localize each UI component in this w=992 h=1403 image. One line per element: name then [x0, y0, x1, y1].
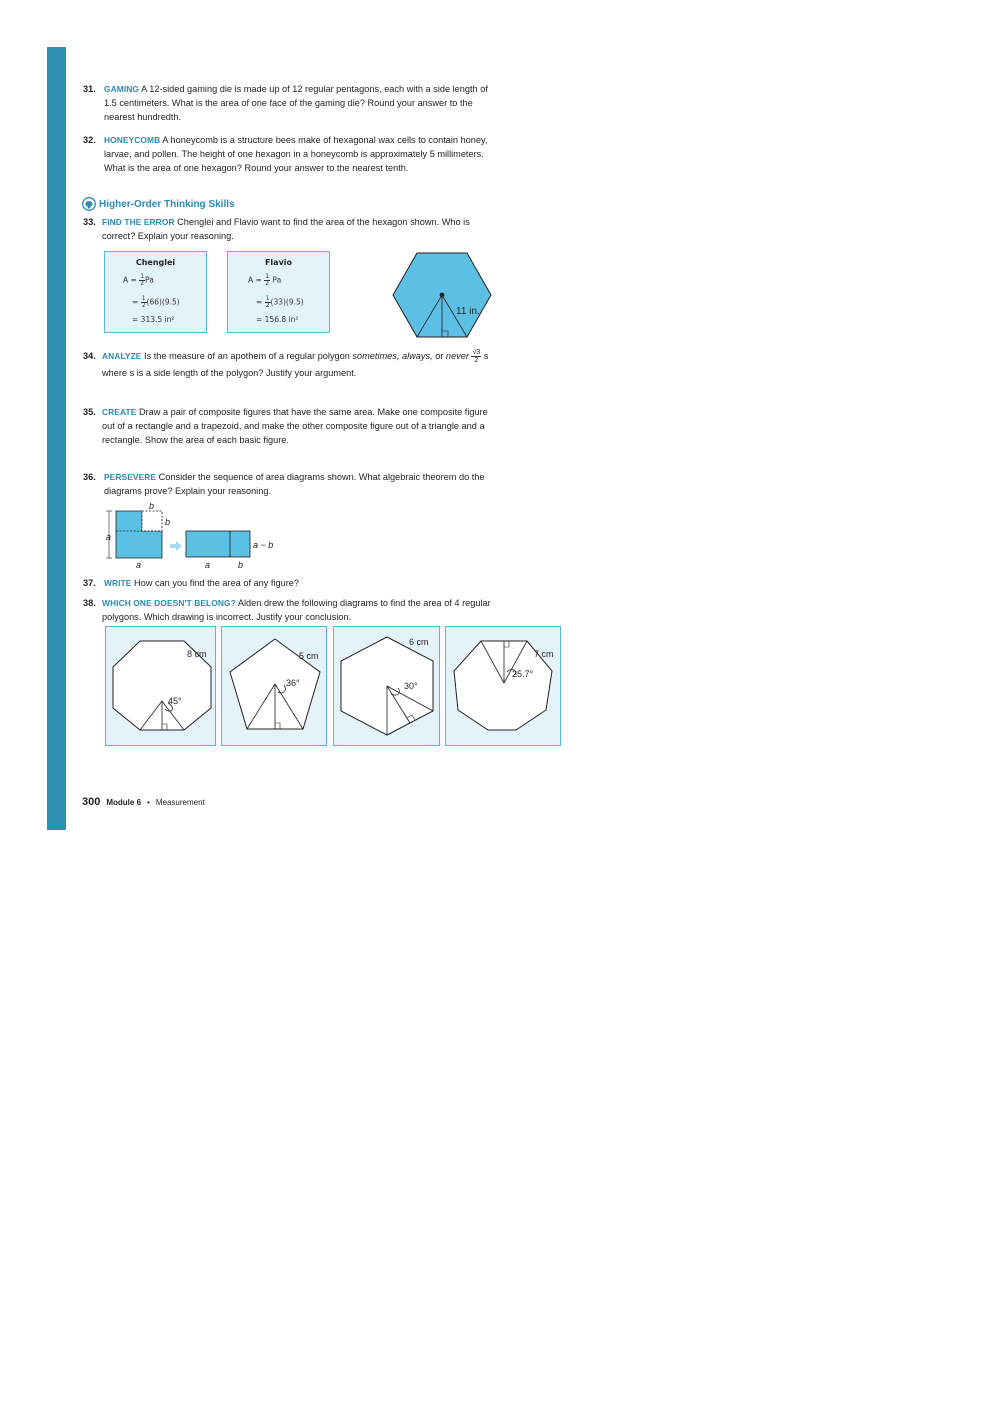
angle-label: 30°	[404, 681, 418, 691]
heptagon-panel	[445, 626, 561, 746]
problem-tag: WHICH ONE DOESN'T BELONG?	[102, 598, 236, 608]
module-title: Measurement	[155, 798, 205, 807]
problem-tag: WRITE	[104, 578, 132, 588]
heptagon-figure	[446, 627, 562, 747]
arrow-icon	[170, 541, 182, 551]
root3-over-2: $\frac{√3}{2}$	[472, 349, 481, 365]
side-label: 7 cm	[534, 649, 554, 659]
problem-tag: CREATE	[102, 407, 137, 417]
side-label: 5 cm	[299, 651, 319, 661]
hexagon-panel	[333, 626, 440, 746]
side-label: 6 cm	[409, 637, 429, 647]
side-label: 8 cm	[187, 649, 207, 659]
pentagon-panel	[221, 626, 327, 746]
problem-text: How can you find the area of any figure?	[134, 578, 300, 588]
page-number: 300	[82, 796, 101, 808]
problem-number: 37.	[83, 578, 96, 588]
problem-text: Draw a pair of composite figures that have the same area. Make one composite figure out of a rectangle and a trapezoid, and make the other composite figure out of a triangle and a rectangle. Show the area of each basic figure.	[102, 407, 488, 445]
problem-32	[83, 133, 503, 175]
label-a-bottom-2: a	[205, 560, 211, 570]
problem-number: 36.	[83, 472, 96, 482]
problem-number: 32.	[83, 135, 96, 145]
center-point	[440, 293, 445, 298]
page-sidebar-stripe	[47, 47, 66, 830]
side-length-label: 11 in.	[456, 306, 480, 317]
problem-number: 35.	[83, 407, 96, 417]
option-never: never	[445, 351, 469, 361]
problem-text: Alden drew the following diagrams to find the area of 4 regular polygons. Which drawing is incorrect. Justify your conclusion.	[102, 598, 491, 622]
label-b-top: b	[149, 502, 155, 511]
option-sometimes: sometimes,	[352, 351, 400, 361]
area-diagram	[100, 502, 300, 574]
work-line-1: A = $\frac{1}{2}$ Pa	[123, 273, 154, 287]
angle-label: 25.7°	[512, 669, 534, 679]
label-a-side: a	[106, 532, 112, 542]
problem-text: Consider the sequence of area diagrams shown. What algebraic theorem do the diagrams prove? Explain your reasoning.	[104, 472, 485, 496]
label-a-minus-b: a − b	[253, 540, 274, 550]
chenglei-work-box	[104, 251, 207, 333]
problem-tag: FIND THE ERROR	[102, 217, 175, 227]
hexagon-figure	[390, 250, 494, 340]
hexagon-diagram	[334, 627, 441, 747]
hots-heading	[82, 197, 235, 211]
work-line-2: = $\frac{1}{2}$ (33)(9.5)	[256, 295, 304, 309]
problem-text: Chenglei and Flavio want to find the area of the hexagon shown. Who is correct? Explain your reasoning.	[102, 217, 470, 241]
problem-number: 31.	[83, 84, 96, 94]
problem-33	[83, 215, 503, 243]
footer-bullet: •	[147, 798, 150, 807]
work-line-3: = 156.8 in²	[256, 315, 299, 324]
option-always: always,	[401, 351, 433, 361]
problem-34: 34. ANALYZE Is the measure of an apothem of a regular polygon sometimes, always, or never $\frac{√3}{2}$ s where s is a side length of the polygon? Justify your argument.	[83, 349, 489, 378]
student-name: Chenglei	[135, 258, 176, 267]
flavio-work-box	[227, 251, 330, 333]
problem-tag: ANALYZE	[102, 351, 142, 361]
brain-icon	[82, 197, 96, 211]
problem-tag: GAMING	[104, 84, 140, 94]
problem-text: s where s is a side length of the polygon? Justify your argument.	[102, 351, 489, 378]
module-label: Module 6	[106, 798, 142, 807]
problem-text: A honeycomb is a structure bees make of hexagonal wax cells to contain honey, larvae, and pollen. The height of one hexagon in a honeycomb is approximately 5 millimeters. What is the area of one hexagon? Round your answer to the nearest tenth.	[104, 135, 488, 173]
problem-number: 33.	[83, 217, 96, 227]
problem-text: A 12-sided gaming die is made up of 12 regular pentagons, each with a side length of 1.5 centimeters. What is the area of one face of the gaming die? Round your answer to the nearest hundredth.	[104, 84, 488, 122]
removed-square	[142, 511, 162, 531]
problem-number: 34.	[83, 351, 96, 361]
result-rectangle	[186, 531, 250, 557]
work-line-1: A = $\frac{1}{2}$ Pa	[248, 273, 282, 287]
hots-title: Higher-Order Thinking Skills	[99, 198, 235, 210]
octagon-panel	[105, 626, 216, 746]
problem-37	[83, 576, 503, 590]
page-footer	[82, 796, 205, 808]
label-b-bottom: b	[238, 560, 244, 570]
problem-36	[83, 470, 503, 498]
label-b-side: b	[165, 517, 171, 527]
angle-label: 45°	[168, 696, 182, 706]
problem-38	[83, 596, 503, 624]
label-a-bottom: a	[136, 560, 142, 570]
pentagon-figure	[222, 627, 328, 747]
problem-number: 38.	[83, 598, 96, 608]
work-line-2: = $\frac{1}{2}$ (66)(9.5)	[132, 295, 180, 309]
work-line-3: = 313.5 in²	[132, 315, 175, 324]
student-name: Flavio	[264, 258, 293, 267]
octagon-figure	[106, 627, 217, 747]
problem-tag: HONEYCOMB	[104, 135, 161, 145]
angle-label: 36°	[286, 678, 300, 688]
problem-tag: PERSEVERE	[104, 472, 157, 482]
problem-31	[83, 82, 503, 124]
problem-text: Is the measure of an apothem of a regular polygon	[144, 351, 350, 361]
problem-35	[83, 405, 503, 447]
